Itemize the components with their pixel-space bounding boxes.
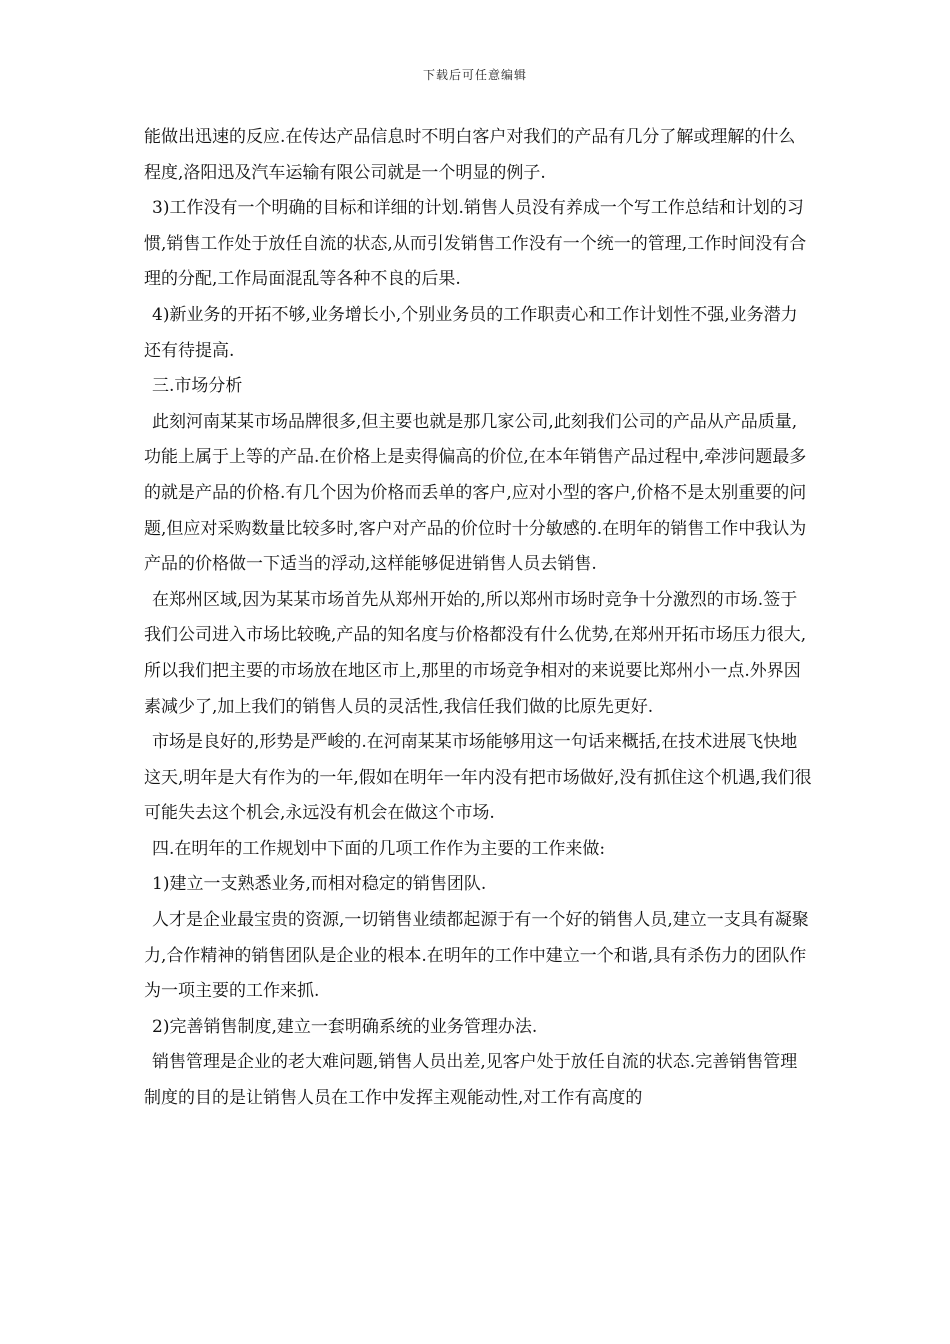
paragraph: 销售管理是企业的老大难问题,销售人员出差,见客户处于放任自流的状态.完善销售管理制度的目的是让销售人员在工作中发挥主观能动性,对工作有高度的 <box>144 1052 798 1109</box>
document-body <box>144 120 812 1117</box>
paragraph: 在郑州区域,因为某某市场首先从郑州开始的,所以郑州市场时竞争十分激烈的市场.签于我们公司进入市场比较晚,产品的知名度与价格都没有什么优势,在郑州开拓市场压力很大,所以我们把主要的市场放在地区市上,那里的市场竞争相对的来说要比郑州小一点.外界因素减少了,加上我们的销售人员的灵活性,我信任我们做的比原先更好. <box>144 589 807 717</box>
paragraph: 4)新业务的开拓不够,业务增长小,个别业务员的工作职责心和工作计划性不强,业务潜力还有待提高. <box>144 304 798 361</box>
paragraph: 人才是企业最宝贵的资源,一切销售业绩都起源于有一个好的销售人员,建立一支具有凝聚力,合作精神的销售团队是企业的根本.在明年的工作中建立一个和谐,具有杀伤力的团队作为一项主要的工作来抓. <box>144 910 809 1002</box>
section-heading: 四.在明年的工作规划中下面的几项工作作为主要的工作来做: <box>152 838 606 859</box>
paragraph: 3)工作没有一个明确的目标和详细的计划.销售人员没有养成一个写工作总结和计划的习惯,销售工作处于放任自流的状态,从而引发销售工作没有一个统一的管理,工作时间没有合理的分配,工作局面混乱等各种不良的后果. <box>144 198 807 290</box>
section-heading: 三.市场分析 <box>152 376 243 397</box>
paragraph: 能做出迅速的反应.在传达产品信息时不明白客户对我们的产品有几分了解或理解的什么程度,洛阳迅及汽车运输有限公司就是一个明显的例子. <box>144 127 796 183</box>
paragraph: 市场是良好的,形势是严峻的.在河南某某市场能够用这一句话来概括,在技术进展飞快地这天,明年是大有作为的一年,假如在明年一年内没有把市场做好,没有抓住这个机遇,我们很可能失去这个机会,永远没有机会在做这个市场. <box>144 732 812 824</box>
page-header: 下载后可任意编辑 <box>422 68 527 82</box>
paragraph: 2)完善销售制度,建立一套明确系统的业务管理办法. <box>152 1016 538 1037</box>
paragraph: 此刻河南某某市场品牌很多,但主要也就是那几家公司,此刻我们公司的产品从产品质量,功能上属于上等的产品.在价格上是卖得偏高的价位,在本年销售产品过程中,牵涉问题最多的就是产品的价格.有几个因为价格而丢单的客户,应对小型的客户,价格不是太别重要的问题,但应对采购数量比较多时,客户对产品的价位时十分敏感的.在明年的销售工作中我认为产品的价格做一下适当的浮动,这样能够促进销售人员去销售. <box>144 411 807 575</box>
paragraph: 1)建立一支熟悉业务,而相对稳定的销售团队. <box>152 874 487 895</box>
